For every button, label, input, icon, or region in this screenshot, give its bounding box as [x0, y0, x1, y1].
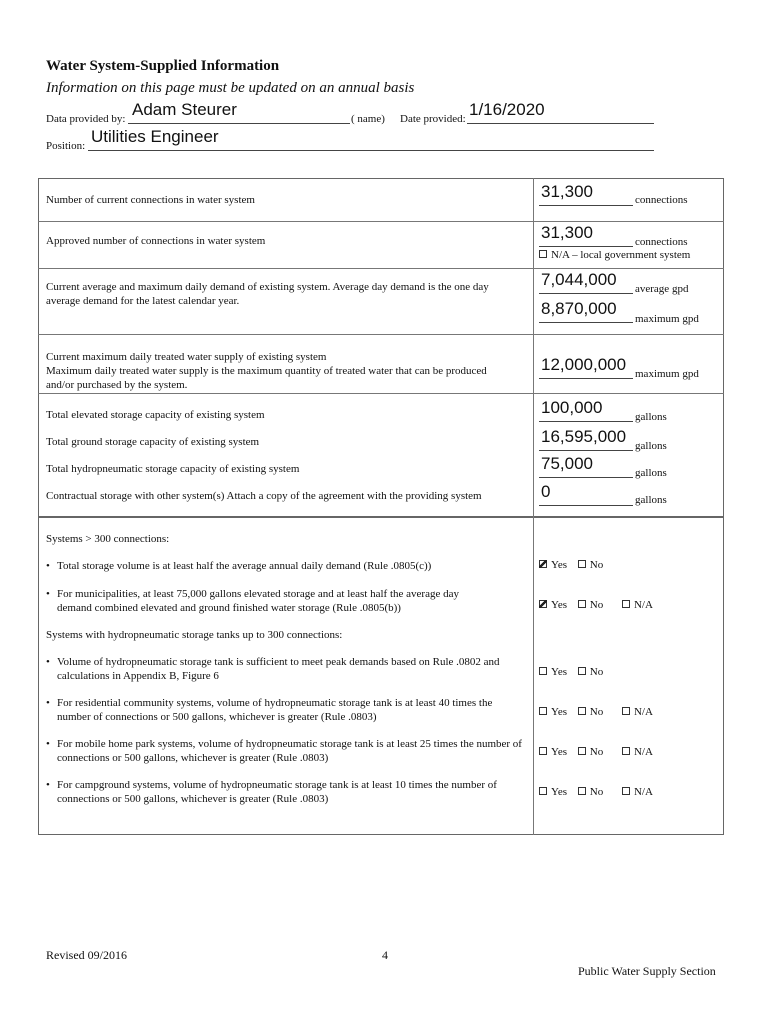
hydro-storage-field[interactable]	[539, 454, 633, 478]
no-label: No	[589, 786, 604, 798]
hydro-storage-unit: gallons	[635, 467, 667, 479]
na-label: N/A	[633, 599, 653, 611]
row-divider	[38, 334, 724, 335]
contractual-storage-value: 0	[541, 482, 551, 501]
date-provided-value: 1/16/2020	[469, 100, 545, 119]
date-provided-label: Date provided:	[400, 113, 466, 125]
row-divider	[38, 221, 724, 222]
criterion-municipal-storage: • For municipalities, at least 75,000 gallons elevated storage and at least half the average day demand combined elevated and ground finished water storage (Rule .0805(b))	[57, 587, 487, 615]
approved-connections-field[interactable]	[539, 223, 633, 247]
criterion-peak-demand: • Volume of hydropneumatic storage tank is sufficient to meet peak demands based on Rule .0802 and calculations in Appendix B, Figure 6	[57, 655, 527, 683]
elevated-storage-value: 100,000	[541, 398, 603, 417]
yes-label: Yes	[551, 746, 568, 758]
contractual-storage-field[interactable]	[539, 482, 633, 506]
average-demand-value: 7,044,000	[541, 270, 617, 289]
approved-connections-label: Approved number of connections in water system	[46, 235, 266, 247]
no-label: No	[589, 706, 604, 718]
no-label: No	[589, 559, 604, 571]
ground-storage-value: 16,595,000	[541, 427, 627, 446]
criterion-total-storage-options	[539, 559, 603, 571]
ground-storage-field[interactable]	[539, 427, 633, 451]
demand-label: Current average and maximum daily demand of existing system. Average day demand is the one day average demand for the latest calendar year.	[46, 281, 489, 307]
hydro-storage-label: Total hydropneumatic storage capacity of existing system	[46, 463, 300, 475]
yes-label: Yes	[551, 706, 568, 718]
criterion-mobile-home-options	[539, 746, 653, 758]
average-demand-unit: average gpd	[635, 283, 689, 295]
current-connections-value: 31,300	[541, 182, 593, 201]
current-connections-field[interactable]	[539, 182, 633, 206]
approved-connections-value: 31,300	[541, 223, 593, 242]
position-value: Utilities Engineer	[91, 127, 219, 146]
yes-checkbox[interactable]	[539, 560, 547, 568]
criterion-total-storage: • Total storage volume is at least half the average annual daily demand (Rule .0805(c))	[57, 559, 517, 573]
no-checkbox[interactable]	[578, 667, 586, 675]
contractual-storage-unit: gallons	[635, 494, 667, 506]
elevated-storage-unit: gallons	[635, 411, 667, 423]
treated-supply-heading: Current maximum daily treated water supply of existing system	[46, 351, 327, 363]
maximum-demand-unit: maximum gpd	[635, 313, 699, 325]
yes-label: Yes	[551, 666, 568, 678]
elevated-storage-label: Total elevated storage capacity of existing system	[46, 409, 265, 421]
criterion-campground: • For campground systems, volume of hydropneumatic storage tank is at least 10 times the number of connections or 500 gallons, whichever is greater (Rule .0803)	[57, 778, 522, 806]
page-number: 4	[382, 948, 388, 962]
form-subtitle: Information on this page must be updated on an annual basis	[46, 80, 415, 96]
yes-checkbox[interactable]	[539, 747, 547, 755]
no-checkbox[interactable]	[578, 560, 586, 568]
position-label: Position:	[46, 140, 86, 152]
data-provided-value: Adam Steurer	[132, 100, 237, 119]
data-provided-label: Data provided by:	[46, 113, 126, 125]
treated-supply-description: Maximum daily treated water supply is the maximum quantity of treated water that can be produced and/or purchased by the system.	[46, 365, 487, 391]
yes-checkbox[interactable]	[539, 787, 547, 795]
approved-connections-unit: connections	[635, 236, 688, 248]
no-label: No	[589, 746, 604, 758]
large-systems-heading: Systems > 300 connections:	[46, 533, 170, 545]
position-field[interactable]	[88, 127, 654, 151]
form-title: Water System-Supplied Information	[46, 58, 280, 74]
no-label: No	[589, 599, 604, 611]
na-checkbox[interactable]	[622, 787, 630, 795]
no-checkbox[interactable]	[578, 747, 586, 755]
average-demand-field[interactable]	[539, 270, 633, 294]
treated-supply-value: 12,000,000	[541, 355, 627, 374]
criterion-mobile-home: • For mobile home park systems, volume of hydropneumatic storage tank is at least 25 times the number of connections or 500 gallons, whichever is greater (Rule .0803)	[57, 737, 532, 765]
criterion-residential-options	[539, 706, 653, 718]
no-label: No	[589, 666, 604, 678]
no-checkbox[interactable]	[578, 707, 586, 715]
no-checkbox[interactable]	[578, 600, 586, 608]
row-divider	[38, 268, 724, 269]
treated-supply-label	[46, 350, 516, 392]
treated-supply-unit: maximum gpd	[635, 368, 699, 380]
yes-label: Yes	[551, 786, 568, 798]
na-local-government-label: N/A – local government system	[551, 249, 691, 261]
maximum-demand-value: 8,870,000	[541, 299, 617, 318]
ground-storage-unit: gallons	[635, 440, 667, 452]
current-connections-label: Number of current connections in water system	[46, 194, 255, 206]
yes-checkbox[interactable]	[539, 600, 547, 608]
section-name: Public Water Supply Section	[578, 964, 716, 978]
na-local-government-option[interactable]	[539, 249, 690, 261]
ground-storage-label: Total ground storage capacity of existing system	[46, 436, 260, 448]
criterion-peak-demand-options	[539, 666, 603, 678]
criterion-campground-options	[539, 786, 653, 798]
na-label: N/A	[633, 706, 653, 718]
data-provided-field[interactable]	[128, 100, 350, 124]
yes-checkbox[interactable]	[539, 667, 547, 675]
yes-label: Yes	[551, 599, 568, 611]
row-divider	[38, 393, 724, 394]
na-checkbox[interactable]	[622, 707, 630, 715]
na-local-government-checkbox[interactable]	[539, 250, 547, 258]
criterion-municipal-storage-options	[539, 599, 653, 611]
criterion-residential: • For residential community systems, volume of hydropneumatic storage tank is at least 40 times the number of connections or 500 gallons, whichever is greater (Rule .0803)	[57, 696, 527, 724]
table-column-divider	[533, 178, 534, 517]
elevated-storage-field[interactable]	[539, 398, 633, 422]
hydro-storage-value: 75,000	[541, 454, 593, 473]
na-label: N/A	[633, 746, 653, 758]
hydropneumatic-systems-heading: Systems with hydropneumatic storage tanks up to 300 connections:	[46, 629, 343, 641]
current-connections-unit: connections	[635, 194, 688, 206]
na-checkbox[interactable]	[622, 600, 630, 608]
na-checkbox[interactable]	[622, 747, 630, 755]
yes-checkbox[interactable]	[539, 707, 547, 715]
yes-label: Yes	[551, 559, 568, 571]
name-label: ( name)	[351, 113, 385, 125]
revision-date: Revised 09/2016	[46, 948, 127, 962]
criteria-column-divider	[533, 517, 534, 835]
contractual-storage-label: Contractual storage with other system(s) Attach a copy of the agreement with the providing system	[46, 490, 482, 502]
date-provided-field[interactable]	[467, 100, 654, 124]
no-checkbox[interactable]	[578, 787, 586, 795]
na-label: N/A	[633, 786, 653, 798]
treated-supply-field[interactable]	[539, 355, 633, 379]
maximum-demand-field[interactable]	[539, 299, 633, 323]
